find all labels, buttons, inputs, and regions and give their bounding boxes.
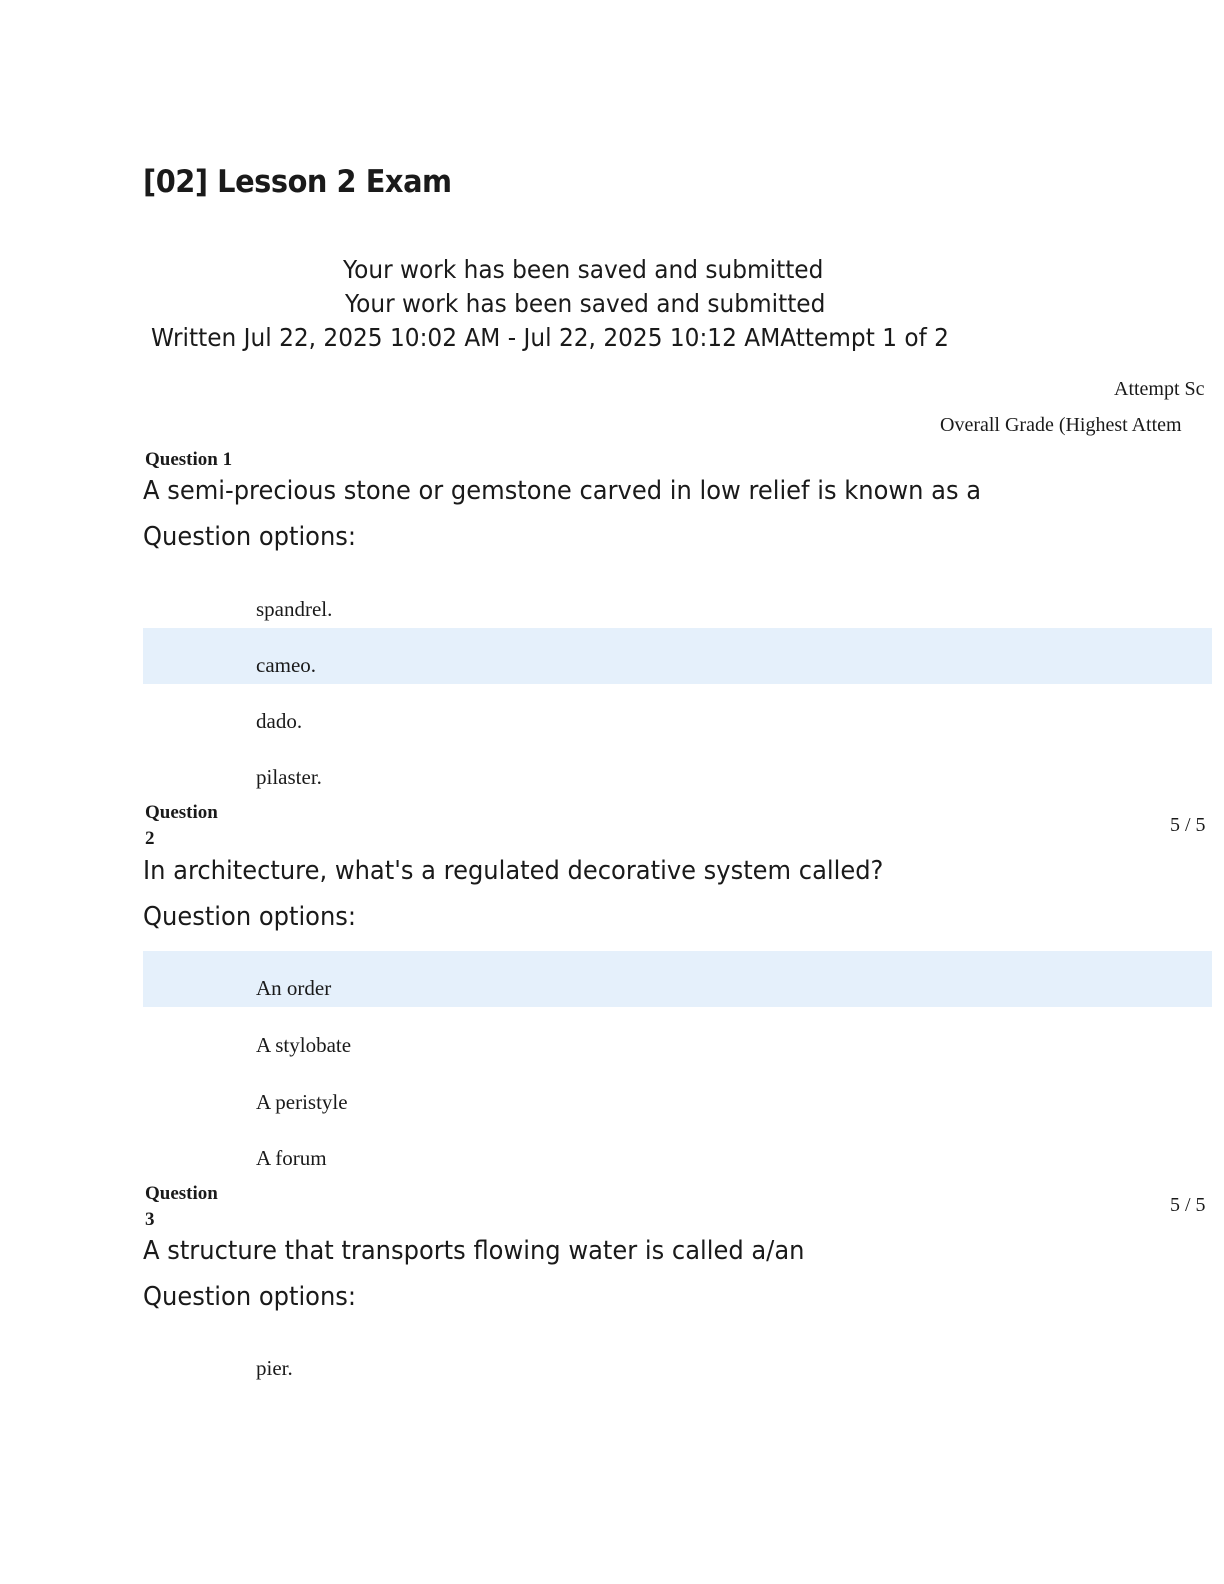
question-1-option[interactable]	[143, 684, 1212, 740]
question-1-option[interactable]	[143, 572, 1212, 628]
option-text: A peristyle	[256, 1090, 348, 1114]
question-2-label	[145, 800, 218, 852]
option-text: pilaster.	[256, 765, 322, 789]
question-number: 2	[145, 828, 155, 849]
overall-grade-label: Overall Grade (Highest Attem	[940, 414, 1182, 436]
option-text: cameo.	[256, 653, 317, 677]
question-2-score: 5 / 5	[1170, 814, 1206, 836]
option-text: A stylobate	[256, 1033, 352, 1057]
question-2-option-selected[interactable]	[143, 951, 1212, 1007]
option-text: pier.	[256, 1356, 293, 1380]
question-3-label	[145, 1181, 218, 1233]
attempt-date-range: Written Jul 22, 2025 10:02 AM - Jul 22, 2025 10:12 AMAttempt 1 of 2	[151, 323, 949, 352]
question-2-options-label: Question options:	[143, 902, 357, 932]
question-1-label: Question 1	[145, 449, 233, 470]
option-text: An order	[256, 976, 332, 1000]
question-2-option[interactable]	[143, 1008, 1212, 1064]
option-text: A forum	[256, 1146, 327, 1170]
question-number: 3	[145, 1209, 155, 1230]
question-1-options-label: Question options:	[143, 522, 357, 552]
attempt-score-label: Attempt Sc	[1114, 378, 1205, 400]
saved-message-duplicate: Your work has been saved and submitted	[345, 289, 826, 318]
option-text: spandrel.	[256, 597, 333, 621]
question-1-option[interactable]	[143, 740, 1212, 796]
option-text: dado.	[256, 709, 303, 733]
question-2-option[interactable]	[143, 1065, 1212, 1121]
question-label-word: Question	[145, 1183, 218, 1204]
question-2-option[interactable]	[143, 1121, 1212, 1177]
question-1-option-selected[interactable]	[143, 628, 1212, 684]
question-2-text: In architecture, what's a regulated decorative system called?	[143, 856, 884, 886]
question-3-text: A structure that transports flowing water is called a/an	[143, 1236, 805, 1266]
question-3-option[interactable]	[143, 1331, 1212, 1387]
question-3-score: 5 / 5	[1170, 1194, 1206, 1216]
question-label-word: Question	[145, 802, 218, 823]
question-3-options-label: Question options:	[143, 1282, 357, 1312]
question-1-text: A semi-precious stone or gemstone carved in low relief is known as a	[143, 476, 982, 506]
saved-message: Your work has been saved and submitted	[343, 255, 824, 284]
page-title: [02] Lesson 2 Exam	[143, 164, 452, 200]
